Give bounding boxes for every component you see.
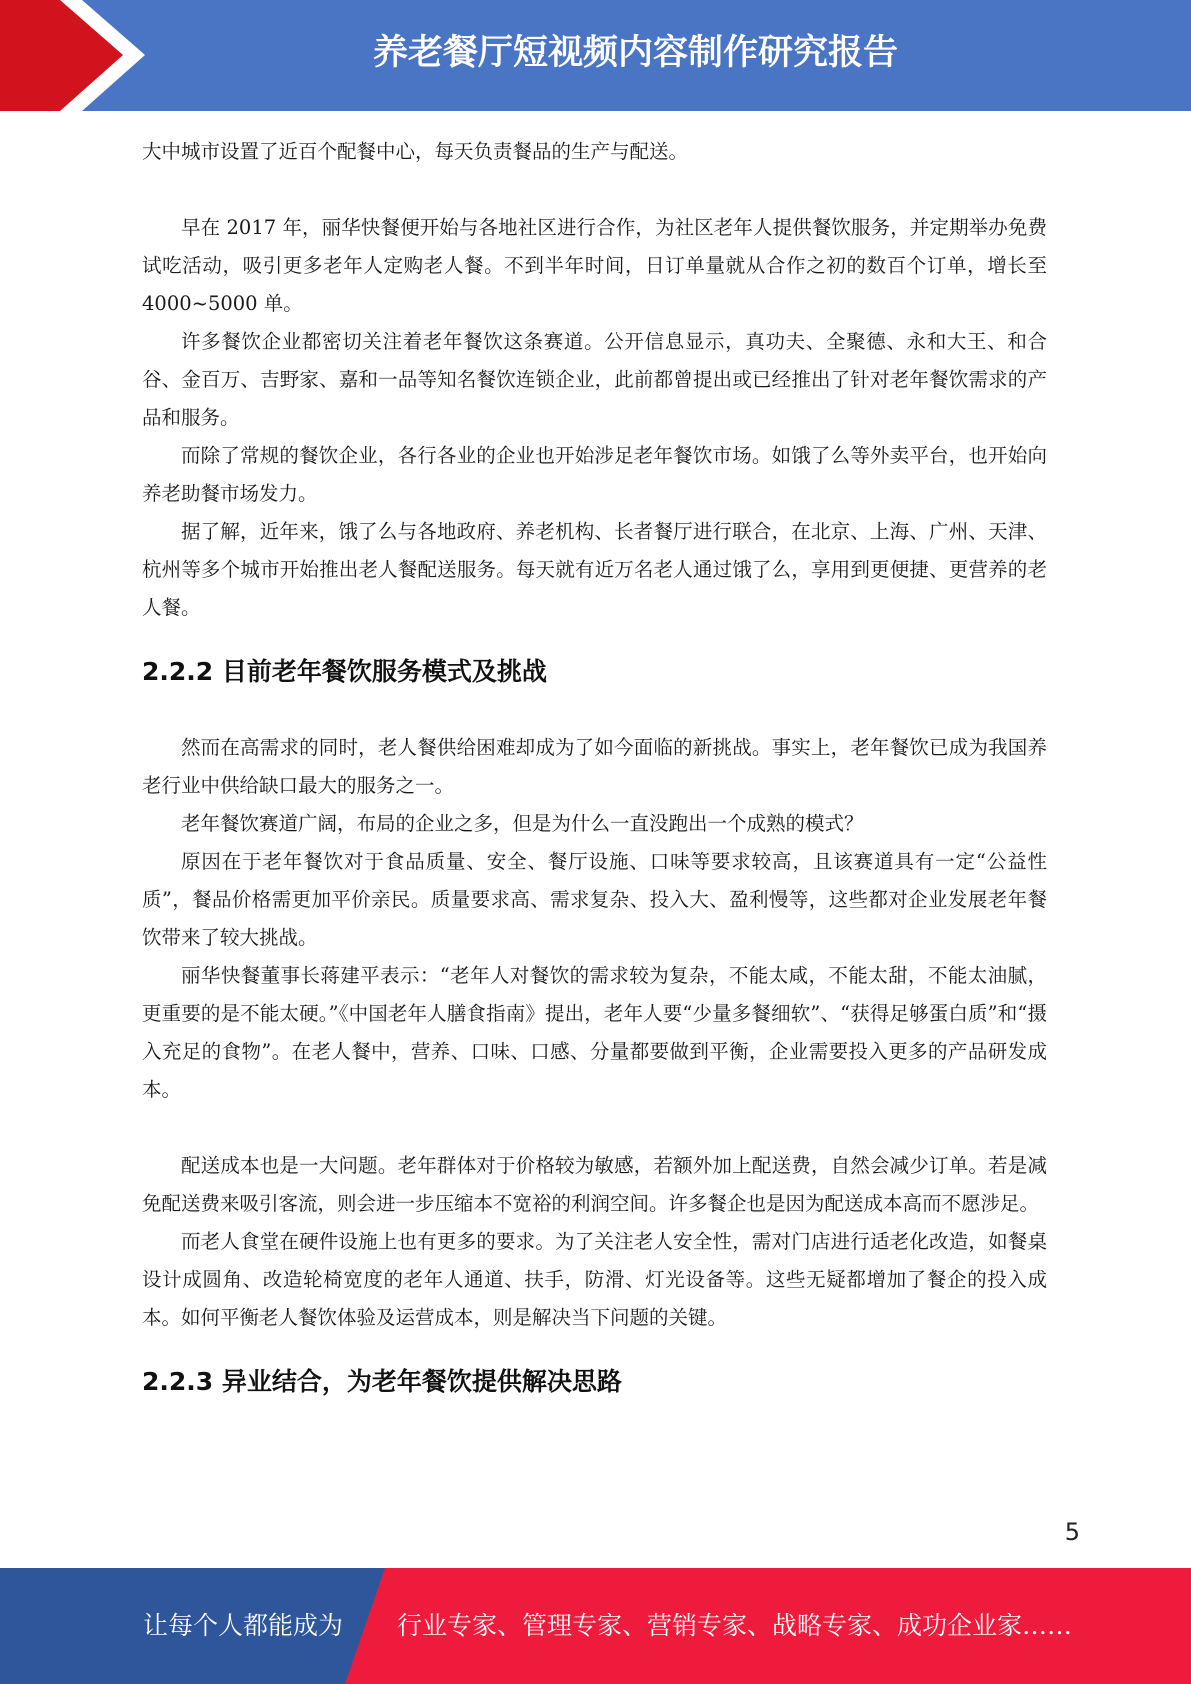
footer-slogan-left: 让每个人都能成为 — [143, 1611, 344, 1640]
paragraph: 丽华快餐董事长蒋建平表示：“老年人对餐饮的需求较为复杂，不能太咸，不能太甜，不能太油腻，更重要的是不能太硬。”《中国老年人膳食指南》提出，老年人要“少量多餐细软”、“获得足够蛋白质”和“摄入充足的食物”。在老人餐中，营养、口味、口感、分量都要做到平衡，企业需要投入更多的产品研发成本。 — [142, 964, 1047, 1101]
section-heading-2-2-2: 2.2.2 目前老年餐饮服务模式及挑战 — [142, 657, 547, 686]
report-title: 养老餐厅短视频内容制作研究报告 — [372, 33, 898, 73]
paragraph: 而老人食堂在硬件设施上也有更多的要求。为了关注老人安全性，需对门店进行适老化改造，如餐桌设计成圆角、改造轮椅宽度的老年人通道、扶手，防滑、灯光设备等。这些无疑都增加了餐企的投入成本。如何平衡老人餐饮体验及运营成本，则是解决当下问题的关键。 — [142, 1230, 1047, 1329]
document-body — [142, 133, 1047, 1401]
paragraph: 老年餐饮赛道广阔，布局的企业之多，但是为什么一直没跑出一个成熟的模式？ — [181, 812, 864, 835]
footer-slogan-right: 行业专家、管理专家、营销专家、战略专家、成功企业家…… — [397, 1611, 1073, 1640]
paragraph: 然而在高需求的同时，老人餐供给困难却成为了如今面临的新挑战。事实上，老年餐饮已成为我国养老行业中供给缺口最大的服务之一。 — [142, 736, 1047, 797]
paragraph: 大中城市设置了近百个配餐中心，每天负责餐品的生产与配送。 — [142, 140, 689, 163]
header-band — [0, 0, 1191, 111]
paragraph: 据了解，近年来，饿了么与各地政府、养老机构、长者餐厅进行联合，在北京、上海、广州、天津、杭州等多个城市开始推出老人餐配送服务。每天就有近万名老人通过饿了么，享用到更便捷、更营养的老人餐。 — [142, 520, 1047, 619]
paragraph: 许多餐饮企业都密切关注着老年餐饮这条赛道。公开信息显示，真功夫、全聚德、永和大王、和合谷、金百万、吉野家、嘉和一品等知名餐饮连锁企业，此前都曾提出或已经推出了针对老年餐饮需求的产品和服务。 — [142, 330, 1047, 429]
page-number: 5 — [1064, 1518, 1080, 1546]
paragraph: 配送成本也是一大问题。老年群体对于价格较为敏感，若额外加上配送费，自然会减少订单。若是减免配送费来吸引客流，则会进一步压缩本不宽裕的利润空间。许多餐企也是因为配送成本高而不愿涉足。 — [142, 1154, 1047, 1215]
footer-band — [0, 1568, 1191, 1684]
paragraph: 原因在于老年餐饮对于食品质量、安全、餐厅设施、口味等要求较高，且该赛道具有一定“公益性质”，餐品价格需更加平价亲民。质量要求高、需求复杂、投入大、盈利慢等，这些都对企业发展老年餐饮带来了较大挑战。 — [142, 850, 1047, 949]
paragraph: 而除了常规的餐饮企业，各行各业的企业也开始涉足老年餐饮市场。如饿了么等外卖平台，也开始向养老助餐市场发力。 — [142, 444, 1047, 505]
paragraph: 早在 2017 年，丽华快餐便开始与各地社区进行合作，为社区老年人提供餐饮服务，并定期举办免费试吃活动，吸引更多老年人定购老人餐。不到半年时间，日订单量就从合作之初的数百个订单，增长至 4000~5000 单。 — [142, 216, 1047, 315]
section-heading-2-2-3: 2.2.3 异业结合，为老年餐饮提供解决思路 — [142, 1367, 622, 1396]
